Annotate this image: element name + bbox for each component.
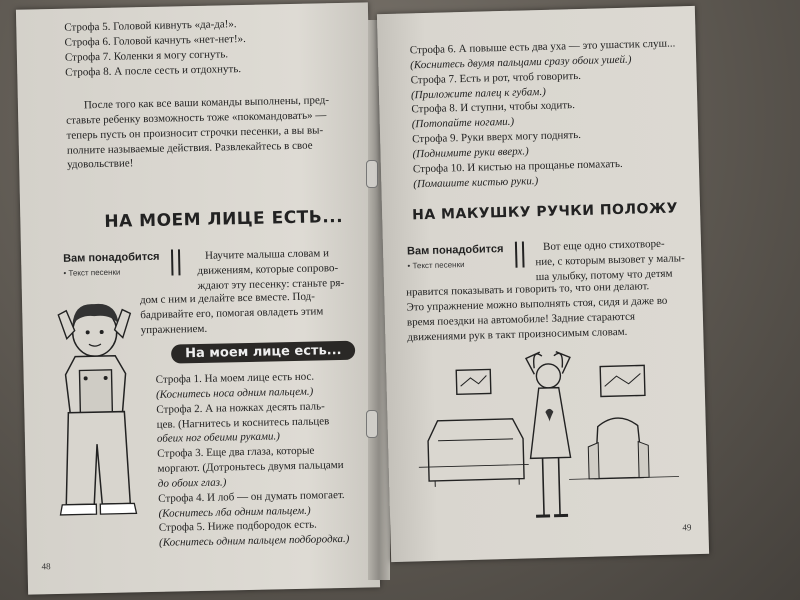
stanza-line: Строфа 7. Коленки я могу согнуть.: [64, 48, 229, 64]
paragraph-line: теперь пусть он произносит строчки песенки, а вы вы-: [66, 124, 324, 142]
right-intro-cont: [406, 278, 699, 345]
intro-line: Вот еще одно стихотворе-: [542, 237, 665, 253]
intro-line: ша улыбку, потому что детям: [535, 267, 673, 283]
page-number: 48: [41, 561, 51, 572]
intro-line: время поездки на автомобиле! Задние стараются: [406, 310, 636, 329]
stanza-note: (Помашите кистью руки.): [413, 174, 539, 190]
binding-clip: [366, 160, 378, 188]
stanza-line: Строфа 6. А повыше есть два уха — это ушастик слуш...: [409, 37, 676, 57]
verse-line: Строфа 4. И лоб — он думать помогает.: [158, 488, 345, 505]
left-intro-cont: [140, 288, 371, 337]
verse-note: (Коснитесь лба одним пальцем.): [158, 504, 311, 520]
right-section-title: НА МАКУШКУ РУЧКИ ПОЛОЖУ: [411, 200, 679, 224]
song-banner: На моем лице есть...: [171, 341, 356, 364]
need-item: • Текст песенки: [63, 267, 121, 278]
left-top-stanzas: [64, 15, 355, 80]
verse-line: моргают. (Дотроньтесь двумя пальцами: [157, 459, 344, 475]
divider-bar: [515, 241, 525, 267]
intro-line: движениями рук в такт произносимым словам.: [407, 325, 628, 344]
verse-note: обеих ног обеими руками.): [156, 430, 281, 446]
verse-line: Строфа 3. Еще два глаза, которые: [157, 444, 315, 461]
verse-note: (Коснитесь одним пальцем подбородка.): [158, 533, 350, 550]
intro-line: дом с ним и делайте все вместе. Под-: [139, 290, 316, 307]
stanza-line: Строфа 8. И ступни, чтобы ходить.: [411, 99, 576, 116]
need-label: Вам понадобится: [406, 243, 504, 258]
right-intro: [535, 236, 696, 285]
verse-line: Строфа 2. А на ножках десять паль-: [156, 400, 325, 416]
stanza-line: Строфа 8. А после сесть и отдохнуть.: [65, 62, 242, 79]
verses: [156, 368, 380, 551]
stanza-line: Строфа 6. Головой качнуть «нет-нет!».: [64, 32, 246, 49]
paragraph-line: После того как все ваши команды выполнены, пред-: [83, 94, 330, 112]
verse-note: до обоих глаз.): [157, 476, 227, 490]
stanza-note: (Поднимите руки вверх.): [412, 145, 529, 161]
need-label: Вам понадобится: [63, 250, 160, 265]
paragraph-line: удовольствие!: [67, 157, 134, 172]
intro-line: ждают эту песенку: станьте ря-: [197, 276, 345, 292]
stanza-line: Строфа 5. Головой кивнуть «да-да!».: [64, 18, 237, 34]
intro-line: упражнением.: [140, 322, 208, 336]
page-number: 49: [682, 522, 692, 533]
intro-line: нравится показывать и говорить то, что они делают.: [406, 280, 650, 299]
intro-line: ние, с которым вызовет у малы-: [535, 252, 685, 269]
left-section-title: НА МОЕМ ЛИЦЕ ЕСТЬ...: [104, 206, 344, 232]
verse-note: (Коснитесь носа одним пальцем.): [155, 385, 314, 401]
stanza-line: Строфа 7. Есть и рот, чтоб говорить.: [410, 69, 582, 87]
girl-room-illustration: [416, 345, 681, 542]
right-page: [377, 6, 709, 562]
intro-line: Это упражнение можно выполнять стоя, сидя и даже во: [406, 294, 668, 314]
verse-line: цев. (Нагнитесь и коснитесь пальцев: [156, 414, 330, 431]
intro-line: бадривайте его, помогая овладеть этим: [140, 305, 324, 322]
verse-line: Строфа 1. На моем лице есть нос.: [155, 370, 315, 386]
left-page: [16, 2, 380, 594]
paragraph-line: ставьте ребенку возможность тоже «покомандовать» —: [66, 109, 327, 127]
binding-clip: [366, 410, 378, 438]
stanza-line: Строфа 9. Руки вверх могу поднять.: [412, 129, 582, 146]
intro-line: движениям, которые сопрово-: [197, 261, 339, 277]
left-intro: [197, 245, 368, 293]
stanza-note: (Приложите палец к губам.): [410, 85, 546, 101]
paragraph-line: полните называемые действия. Развлекайтесь в свое: [66, 139, 313, 157]
divider-bar: [171, 249, 181, 275]
left-paragraph: [66, 93, 362, 173]
right-top-stanzas: [410, 36, 689, 192]
boy-illustration: [44, 293, 149, 525]
verse-line: Строфа 5. Ниже подбородок есть.: [158, 518, 317, 535]
stanza-note: (Коснитесь двумя пальцами сразу обоих ушей.): [410, 53, 632, 72]
intro-line: Научите малыша словам и: [204, 247, 330, 262]
stanza-note: (Потопайте ногами.): [411, 115, 515, 131]
stanza-line: Строфа 10. И кистью на прощанье помахать.: [412, 157, 623, 176]
need-item: • Текст песенки: [407, 260, 465, 271]
